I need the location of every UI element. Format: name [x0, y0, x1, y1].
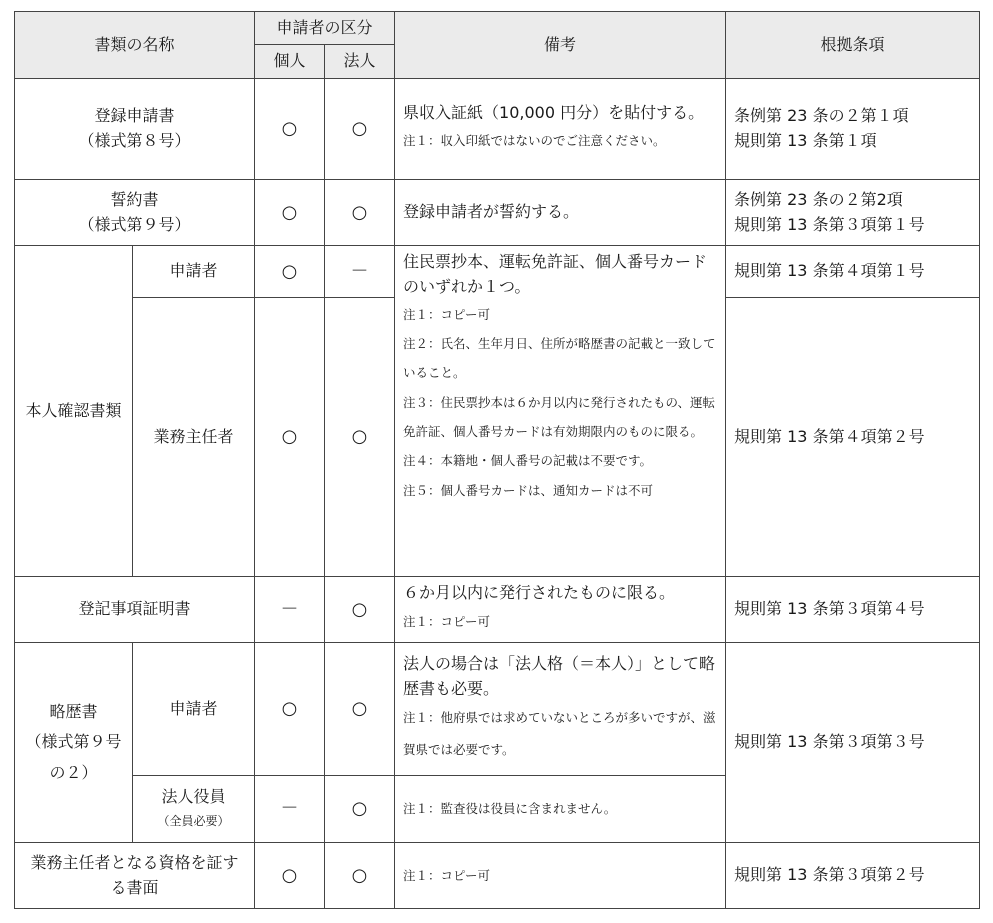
corporation-mark: ○ — [325, 79, 395, 180]
header-remarks: 備考 — [395, 12, 726, 79]
individual-mark: － — [255, 776, 325, 843]
corporation-mark: － — [325, 246, 395, 298]
remarks-cell — [395, 79, 726, 180]
corporation-mark: ○ — [325, 776, 395, 843]
individual-mark: ○ — [255, 843, 325, 909]
remark-text: 住民票抄本、運転免許証、個人番号カードのいずれか１つ。 — [403, 252, 708, 296]
row-registration — [15, 79, 980, 180]
row-resume-applicant — [15, 643, 980, 776]
doc-subtype-name: 申請者 — [133, 643, 255, 776]
remark-text: 法人の場合は「法人格（＝本人）」として略歴書も必要。 — [403, 654, 716, 699]
doc-name-cell — [15, 79, 255, 180]
individual-mark: ○ — [255, 643, 325, 776]
doc-name: 登録申請書 — [94, 106, 175, 126]
corporation-mark: ○ — [325, 843, 395, 909]
header-doc-name: 書類の名称 — [15, 12, 255, 79]
doc-form-number: （様式第９号の２） — [25, 732, 122, 782]
remarks-cell — [395, 246, 726, 577]
remark-text: 県収入証紙（10,000 円分）を貼付する。 — [403, 102, 705, 122]
legal-basis-cell — [726, 79, 980, 180]
doc-subtype-name: 法人役員 — [161, 787, 226, 807]
doc-subtype-name: 申請者 — [133, 246, 255, 298]
doc-subtype-note: （全員必要） — [157, 814, 230, 828]
remark-note: 注５：個人番号カードは、通知カードは不可 — [403, 482, 654, 498]
doc-form-number: （様式第９号） — [78, 214, 191, 234]
remark-text: 登録申請者が誓約する。 — [395, 180, 726, 246]
doc-subtype-name: 業務主任者 — [133, 298, 255, 577]
header-corporation: 法人 — [325, 45, 395, 79]
individual-mark: － — [255, 577, 325, 643]
legal-basis-line: 規則第 13 条第１項 — [734, 131, 877, 150]
row-registry — [15, 577, 980, 643]
legal-basis-line: 規則第 13 条第３項第４号 — [726, 577, 980, 643]
doc-name: 登記事項証明書 — [15, 577, 255, 643]
doc-name: 誓約書 — [110, 189, 159, 209]
document-table-wrapper — [14, 11, 979, 910]
corporation-mark: ○ — [325, 180, 395, 246]
individual-mark: ○ — [255, 246, 325, 298]
legal-basis-line: 規則第 13 条第３項第３号 — [726, 643, 980, 843]
remark-note: 注１：他府県では求めていないところが多いですが、滋賀県では必要です。 — [403, 709, 716, 757]
remark-note: 注１：監査役は役員に含まれません。 — [395, 776, 726, 843]
corporation-mark: ○ — [325, 643, 395, 776]
remark-note: 注３：住民票抄本は６か月以内に発行されたもの、運転免許証、個人番号カードは有効期限内のものに限る。 — [403, 394, 716, 440]
doc-name: 業務主任者となる資格を証する書面 — [15, 843, 255, 909]
remark-note: 注１：コピー可 — [403, 613, 491, 629]
row-identity-applicant — [15, 246, 980, 298]
row-oath — [15, 180, 980, 246]
remarks-cell — [395, 643, 726, 776]
individual-mark: ○ — [255, 180, 325, 246]
remark-note: 注１：コピー可 — [395, 843, 726, 909]
remark-note: 注１：収入印紙ではないのでご注意ください。 — [403, 133, 666, 149]
identity-group-name: 本人確認書類 — [15, 246, 133, 577]
header-individual: 個人 — [255, 45, 325, 79]
remark-note: 注１：コピー可 — [403, 306, 491, 322]
row-qualification — [15, 843, 980, 909]
remark-note: 注４：本籍地・個人番号の記載は不要です。 — [403, 453, 653, 469]
required-documents-table — [14, 11, 980, 909]
legal-basis-line: 規則第 13 条第３項第２号 — [726, 843, 980, 909]
doc-subtype-cell — [133, 776, 255, 843]
legal-basis-line: 規則第 13 条第４項第２号 — [726, 298, 980, 577]
doc-name: 略歴書 — [49, 701, 98, 721]
legal-basis-line: 条例第 23 条の２第2項 — [734, 189, 903, 209]
header-legal-basis: 根拠条項 — [726, 12, 980, 79]
legal-basis-line: 条例第 23 条の２第１項 — [734, 106, 909, 126]
legal-basis-line: 規則第 13 条第４項第１号 — [726, 246, 980, 298]
remark-note: 注２：氏名、生年月日、住所が略歴書の記載と一致していること。 — [403, 335, 716, 381]
legal-basis-cell — [726, 180, 980, 246]
legal-basis-line: 規則第 13 条第３項第１号 — [734, 214, 925, 234]
individual-mark: ○ — [255, 79, 325, 180]
corporation-mark: ○ — [325, 298, 395, 577]
resume-group-cell — [15, 643, 133, 843]
doc-form-number: （様式第８号） — [78, 131, 191, 150]
remarks-cell — [395, 577, 726, 643]
individual-mark: ○ — [255, 298, 325, 577]
doc-name-cell — [15, 180, 255, 246]
header-applicant-category: 申請者の区分 — [255, 12, 395, 45]
corporation-mark: ○ — [325, 577, 395, 643]
remark-text: ６か月以内に発行されたものに限る。 — [403, 583, 676, 603]
